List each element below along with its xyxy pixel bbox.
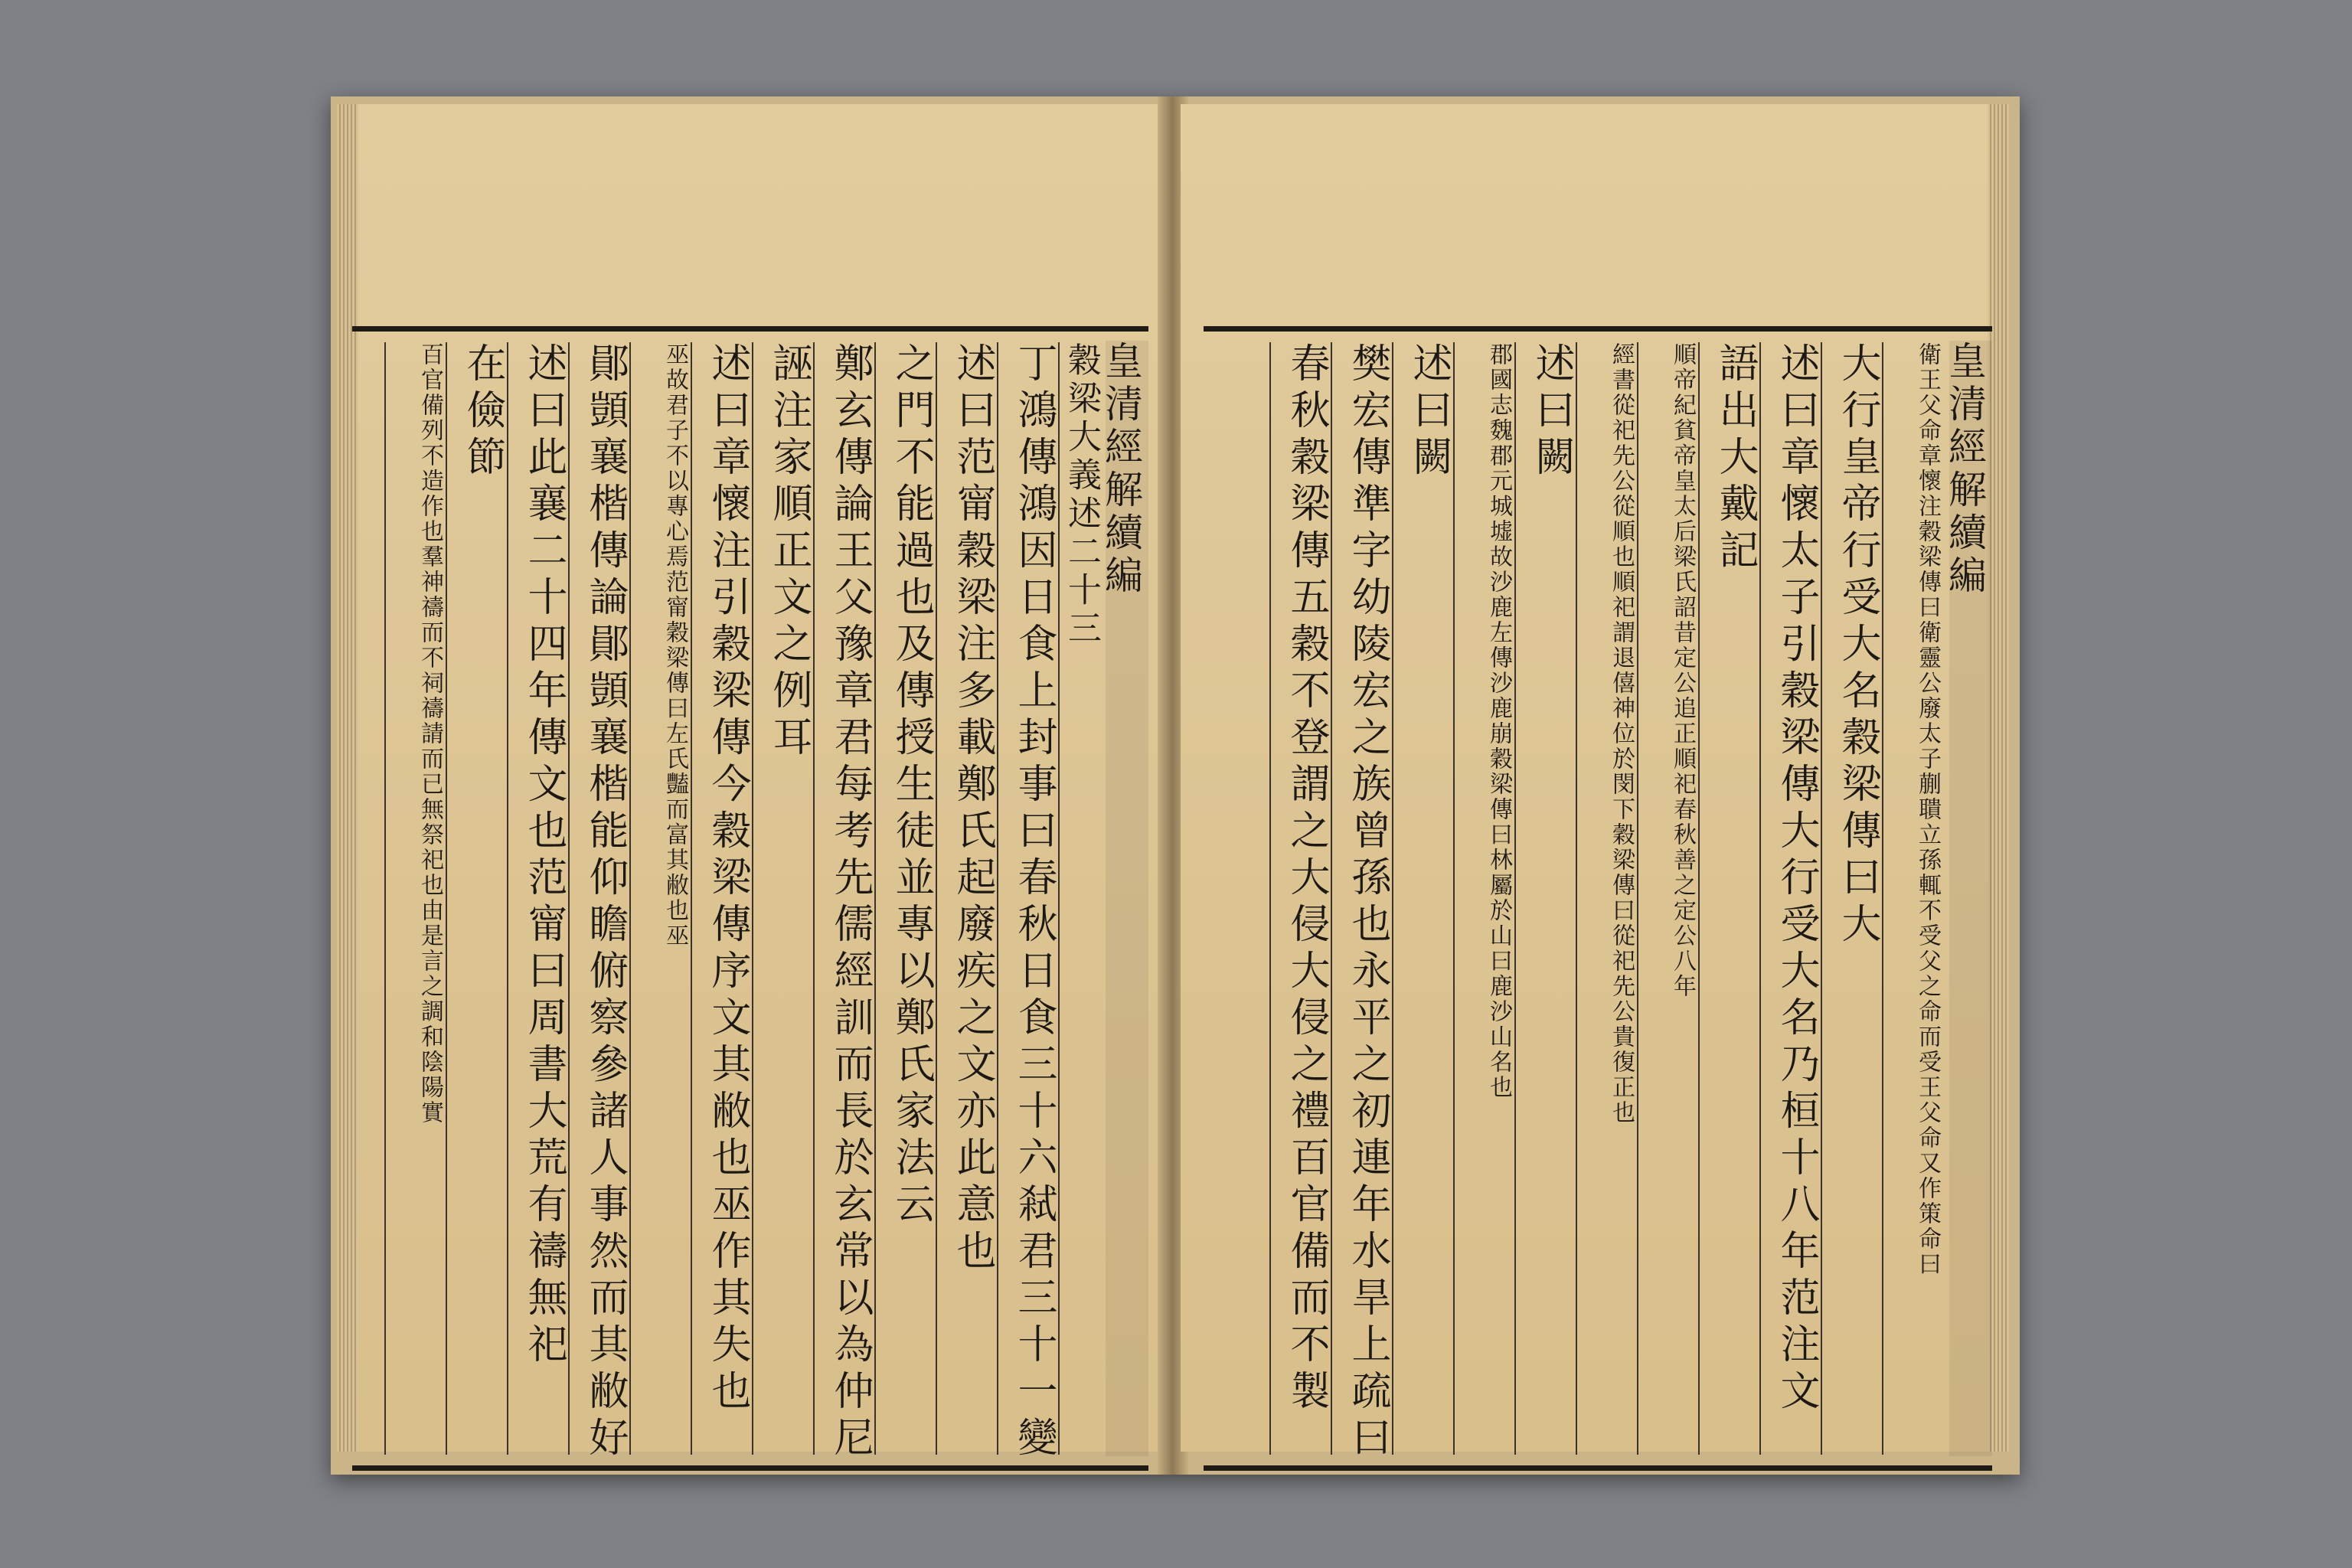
right-page [1181,104,2009,1463]
right-col-5: 順帝紀貧帝皇太后梁氏詔昔定公追正順祀春秋善之定公八年 [1637,342,1698,1455]
left-col-10: 述曰范甯穀梁注多載鄭氏起廢疾之文亦此意也 [936,342,997,1455]
right-margin-title: 皇清經解續編 [1949,341,1992,1456]
right-col-7: 述曰闕 [1514,342,1576,1455]
left-page-frame [352,326,1148,1471]
left-col-8: 鄭玄傳論王父豫章君每考先儒經訓而長於玄常以為仲尼 [813,342,874,1455]
left-col-2: 在儉節 [446,342,507,1455]
left-page-number: 穀梁大義述二十三 [1058,342,1102,1455]
left-col-6: 述曰章懷注引穀梁傳今穀梁傳序文其敝也巫作其失也 [691,342,752,1455]
right-col-11: 春秋穀梁傳五穀不登謂之大侵大侵之禮百官備而不製 [1269,342,1331,1455]
left-col-4: 鄖顗襄楷傳論鄖顗襄楷能仰瞻俯察參諸人事然而其敝好 [568,342,629,1455]
left-col-9: 之門不能過也及傳授生徒並專以鄭氏家法云 [874,342,936,1455]
right-col-10: 樊宏傳準字幼陵宏之族曾孫也永平之初連年水旱上疏曰 [1331,342,1392,1455]
right-col-1: 衛王父命章懷注穀梁傳曰衛靈公廢太子蒯聵立孫輒不受父之命而受王父命又作策命曰 [1882,342,1943,1455]
left-col-7: 誣注家順正文之例耳 [752,342,813,1455]
left-col-1: 百官備列不造作也羣神禱而不祠禱請而已無祭祀也由是言之調和陰陽實 [384,342,446,1455]
right-col-4: 語出大戴記 [1698,342,1759,1455]
right-col-2: 大行皇帝行受大名穀梁傳曰大 [1821,342,1882,1455]
open-book [337,96,2014,1475]
left-margin-title: 皇清經解續編 [1106,341,1148,1456]
right-col-3: 述曰章懷太子引穀梁傳大行受大名乃桓十八年范注文 [1759,342,1821,1455]
right-col-6: 經書從祀先公從順也順祀謂退僖神位於閔下穀梁傳曰從祀先公貴復正也 [1576,342,1637,1455]
right-col-9: 述曰闕 [1392,342,1453,1455]
left-col-11: 丁鴻傳鴻因日食上封事曰春秋日食三十六弒君三十一變 [997,342,1058,1455]
right-col-8: 郡國志魏郡元城墟故沙鹿左傳沙鹿崩穀梁傳曰林屬於山曰鹿沙山名也 [1453,342,1514,1455]
left-col-5: 巫故君子不以專心焉范甯穀梁傳曰左氏豔而富其敝也巫 [629,342,691,1455]
right-page-frame [1204,326,1992,1471]
left-page [337,104,1164,1463]
left-col-3: 述曰此襄二十四年傳文也范甯曰周書大荒有禱無祀 [507,342,568,1455]
